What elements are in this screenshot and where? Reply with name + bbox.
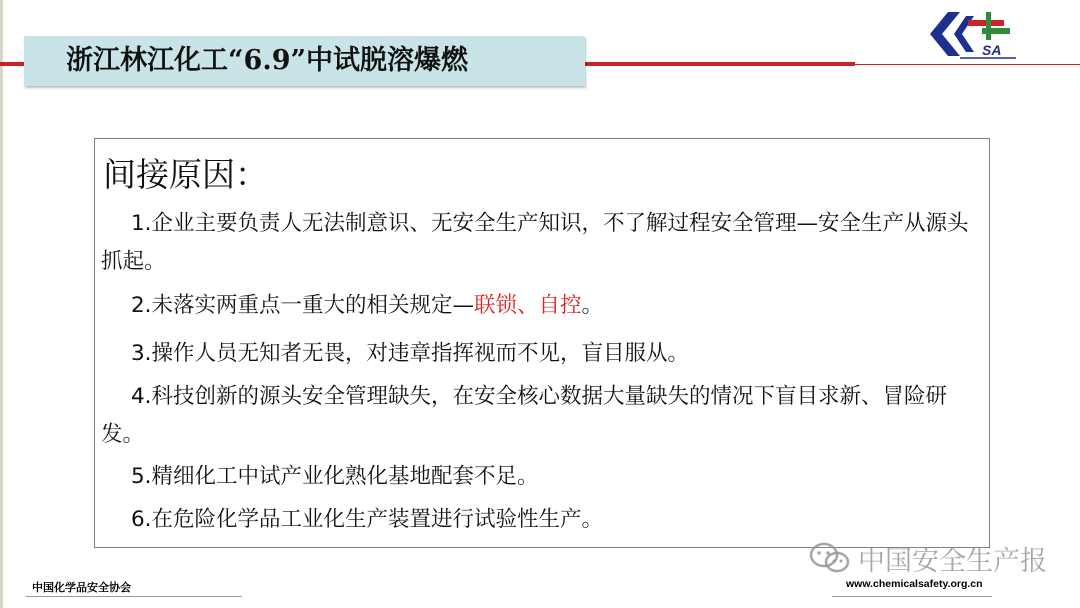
watermark-text: 中国安全生产报 [858,545,1047,577]
list-item-text: 2.未落实两重点一重大的相关规定— [131,293,475,318]
content-box [94,138,990,548]
slide-left-edge [0,0,3,608]
logo-text: SA [982,42,1002,58]
header-divider-left [0,62,24,66]
list-item: 1.企业主要负责人无法制意识、无安全生产知识，不了解过程安全管理—安全生产从源头抓起。 [101,211,969,274]
footer-divider-left [26,596,242,597]
title-bar [24,36,585,86]
section-heading: 间接原因： [103,155,268,194]
footer-url: www.chemicalsafety.org.cn [846,578,983,590]
header-divider-right [585,62,855,66]
slide-title: 浙江林江化工“6.9”中试脱溶爆燃 [66,45,469,76]
highlight-text: 联锁、自控 [474,293,582,318]
list-item: 5.精细化工中试产业化熟化基地配套不足。 [131,464,539,489]
list-item: 4.科技创新的源头安全管理缺失，在安全核心数据大量缺失的情况下盲目求新、冒险研发。 [101,384,948,447]
list-item [101,287,981,325]
list-item: 3.操作人员无知者无畏，对违章指挥视而不见，盲目服从。 [131,341,690,366]
wechat-icon [808,541,852,575]
list-item: 6.在危险化学品工业化生产装置进行试验性生产。 [131,507,604,532]
header-divider-thin [855,64,1080,65]
wechat-watermark [808,540,1047,576]
footer-divider-right [832,596,992,597]
csa-logo-icon [920,8,1020,62]
list-item-text: 。 [581,293,604,318]
footer-organization: 中国化学品安全协会 [32,581,131,594]
